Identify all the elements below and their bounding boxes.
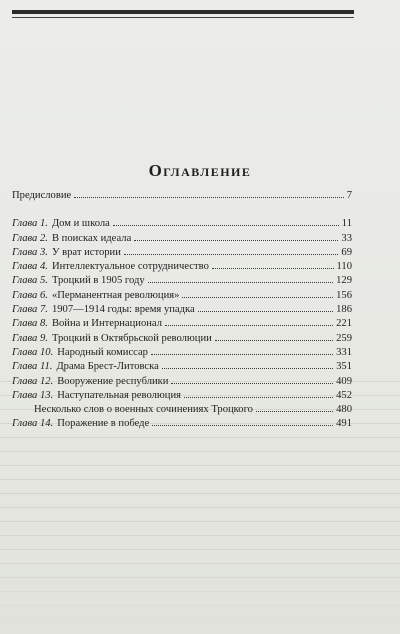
toc-chapter-number: Глава 13. (12, 389, 54, 401)
toc-entry-title: Наступательная революция (57, 389, 182, 401)
toc-entry-title: «Перманентная революция» (51, 289, 180, 301)
toc-title: Оглавление (148, 161, 252, 180)
toc-chapter-number: Глава 11. (12, 361, 53, 373)
leader-dots (124, 246, 339, 255)
toc-entry-title: Интеллектуальное сотрудничество (51, 261, 209, 273)
toc-chapter-number: Глава 3. (12, 246, 48, 258)
toc-chapter-row (12, 346, 352, 360)
leader-dots (212, 260, 334, 269)
toc-page-number: 129 (336, 275, 352, 287)
toc-chapter-number: Глава 9. (12, 332, 48, 344)
leader-dots (113, 217, 339, 226)
toc-chapter-number: Глава 7. (12, 304, 48, 316)
leader-dots (215, 332, 333, 341)
toc-chapter-row (12, 303, 352, 317)
toc-chapter-number: Глава 14. (12, 418, 54, 430)
leader-dots (74, 189, 343, 198)
leader-dots (134, 232, 338, 241)
toc-page-number: 110 (336, 261, 352, 273)
toc-entry-title: Драма Брест-Литовска (56, 361, 159, 373)
toc-page-number: 7 (346, 190, 352, 201)
toc-chapter-row (12, 232, 352, 246)
toc-page-number: 480 (336, 404, 352, 416)
toc-chapter-number: Глава 10. (12, 346, 54, 358)
toc-chapter-row (12, 289, 352, 303)
toc-entry-title: Война и Интернационал (51, 318, 163, 330)
toc-entry-title: Дом и школа (51, 218, 110, 230)
toc-page-number: 491 (336, 418, 352, 430)
toc-page-number: 452 (336, 389, 352, 401)
toc-preface-row (12, 189, 352, 203)
toc-chapter-row (12, 274, 352, 288)
leader-dots (182, 289, 333, 298)
leader-dots (162, 360, 333, 369)
toc-page-number: 259 (336, 332, 352, 344)
toc-page-number: 156 (336, 289, 352, 301)
leader-dots (148, 274, 333, 283)
toc-entry-title: Народный комиссар (57, 346, 148, 358)
toc-chapter-number: Глава 4. (12, 261, 48, 273)
toc-chapter-number: Глава 5. (12, 275, 48, 287)
bleed-through-text (0, 372, 400, 632)
leader-dots (165, 317, 333, 326)
toc-page-number: 221 (336, 318, 352, 330)
toc-entry-title: В поисках идеала (51, 232, 132, 244)
toc-page-number: 11 (341, 218, 352, 230)
toc-page-number: 69 (341, 246, 352, 258)
toc-entry-title: У врат истории (51, 246, 121, 258)
toc-entry-title: Троцкий в 1905 году (51, 275, 145, 287)
toc-chapter-number: Глава 6. (12, 289, 48, 301)
toc-chapter-row (12, 260, 352, 274)
toc-chapter-row (12, 332, 352, 346)
toc-entry-title: Троцкий в Октябрьской революции (51, 332, 212, 344)
toc-page-number: 186 (336, 304, 352, 316)
toc-chapter-number: Глава 1. (12, 218, 48, 230)
toc-chapter-row (12, 217, 352, 231)
toc-page-number: 409 (336, 375, 352, 387)
toc-page-number: 331 (336, 346, 352, 358)
header-rule-thin (12, 17, 354, 18)
toc-chapter-number: Глава 2. (12, 232, 48, 244)
leader-dots (151, 346, 333, 355)
toc-chapter-number: Глава 12. (12, 375, 54, 387)
toc-page-number: 351 (336, 361, 352, 373)
toc-entry-title: Несколько слов о военных сочинениях Троцкого (34, 404, 253, 416)
toc-page-number: 33 (341, 232, 352, 244)
toc-chapter-row (12, 317, 352, 331)
toc-entry-title: Предисловие (12, 190, 72, 201)
toc-entry-title: 1907—1914 годы: время упадка (51, 304, 195, 316)
toc-chapter-number: Глава 8. (12, 318, 48, 330)
leader-dots (198, 303, 333, 312)
toc-chapter-row (12, 246, 352, 260)
header-rule-thick (12, 10, 354, 14)
toc-entry-title: Вооружение республики (57, 375, 169, 387)
toc-entry-title: Поражение в победе (57, 418, 150, 430)
